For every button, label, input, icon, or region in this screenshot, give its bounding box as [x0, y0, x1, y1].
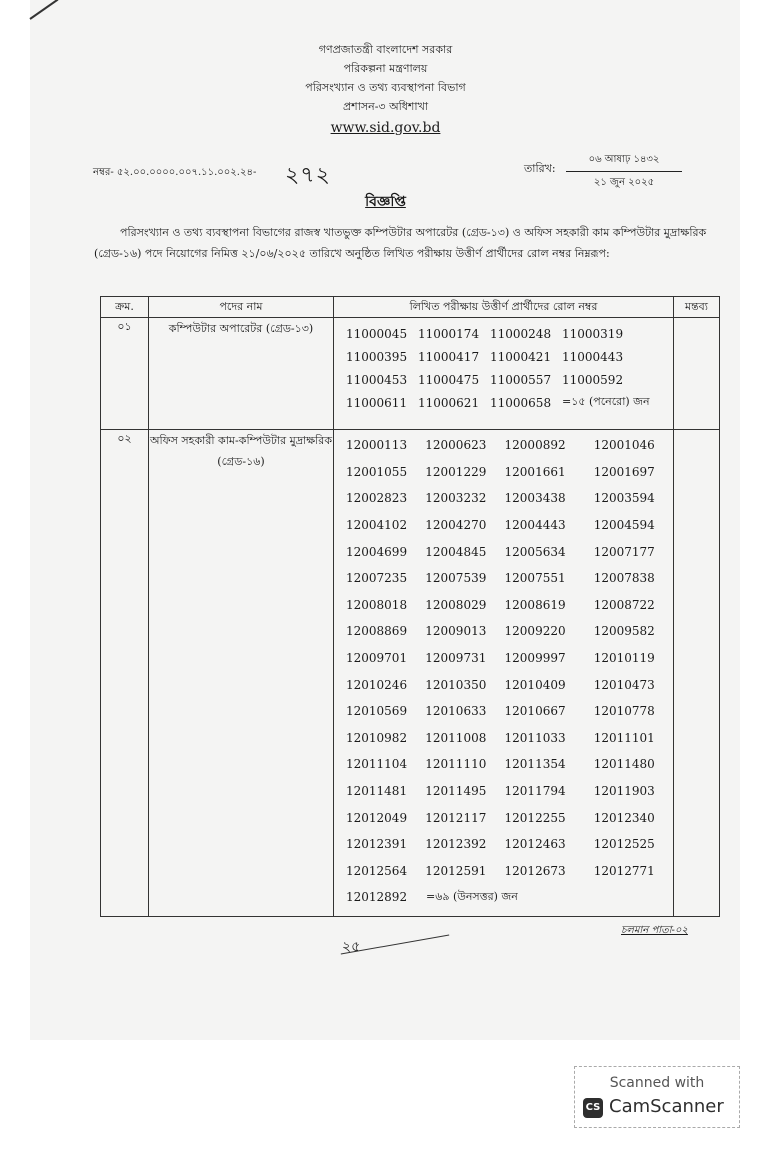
- roll-number: 12003438: [504, 491, 566, 506]
- roll-number: 11000417: [418, 349, 480, 364]
- roll-line: [334, 725, 673, 752]
- table-row: [101, 318, 720, 430]
- roll-number: 12008869: [346, 624, 408, 639]
- table-row: [101, 430, 720, 917]
- memo-number: নম্বর- ৫২.০০.০০০০.০০৭.১১.০০২.২৪-: [93, 167, 257, 178]
- roll-number: 12003594: [593, 491, 655, 506]
- roll-number: 12012255: [504, 810, 566, 825]
- header-post: পদের নাম: [149, 297, 334, 318]
- roll-line: [334, 368, 673, 391]
- signature: ২৫: [342, 939, 361, 955]
- roll-number: 11000045: [346, 326, 408, 341]
- roll-line: [334, 671, 673, 698]
- roll-number: 12012463: [504, 837, 566, 852]
- scanned-with-label: Scanned with: [609, 1075, 705, 1091]
- roll-number: 11000453: [346, 372, 408, 387]
- camscanner-brand: CamScanner: [609, 1096, 724, 1117]
- roll-number: 12009701: [346, 651, 408, 666]
- roll-number: 12004699: [346, 544, 408, 559]
- roll-number: 11000319: [562, 326, 624, 341]
- roll-number: 12011110: [425, 757, 487, 772]
- continued-page-note: চলমান পাতা-০২: [621, 925, 688, 936]
- camscanner-logo-icon: CS: [583, 1098, 603, 1118]
- roll-line: [334, 538, 673, 565]
- roll-number: 12012564: [346, 863, 408, 878]
- roll-number: 12010667: [504, 704, 566, 719]
- date-bangla: ০৬ আষাঢ় ১৪৩২: [566, 152, 682, 172]
- letterhead: [0, 40, 771, 138]
- branch-name: প্রশাসন-৩ অধিশাখা: [342, 100, 429, 113]
- roll-number: 12000623: [425, 438, 487, 453]
- roll-number: 12002823: [346, 491, 408, 506]
- roll-number: 12010473: [593, 677, 655, 692]
- roll-number: 12009013: [425, 624, 487, 639]
- table-header-row: [101, 297, 720, 318]
- roll-number: 12010982: [346, 730, 408, 745]
- roll-number: 11000658: [490, 395, 552, 410]
- roll-line: [334, 884, 673, 911]
- post-cell: কম্পিউটার অপারেটর (গ্রেড-১৩): [149, 318, 334, 430]
- notice-body: পরিসংখ্যান ও তথ্য ব্যবস্থাপনা বিভাগের রাজস্ব খাতভুক্ত কম্পিউটার অপারেটর (গ্রেড-১৩) ও অফিস সহকারী কাম কম্পিউটার মুদ্রাক্ষরিক (গ্রেড-১৬) পদে নিয়োগের নিমিত্ত ২১/০৬/২০২৫ তারিখে অনুষ্ঠিত লিখিত পরীক্ষায় উত্তীর্ণ প্রার্থীদের রোল নম্বর নিম্নরূপ:: [94, 226, 707, 260]
- roll-number: 12000892: [504, 438, 566, 453]
- serial-cell: ০২: [101, 430, 149, 917]
- results-table: [100, 296, 720, 917]
- roll-number: 12010350: [425, 677, 487, 692]
- roll-line: [334, 485, 673, 512]
- roll-number: 11000443: [562, 349, 624, 364]
- date-english: ২১ জুন ২০২৫: [593, 177, 655, 188]
- roll-number: 12011033: [504, 730, 566, 745]
- roll-line: [334, 512, 673, 539]
- roll-line: [334, 592, 673, 619]
- roll-number: 11000475: [418, 372, 480, 387]
- header-remarks: মন্তব্য: [674, 297, 720, 318]
- roll-number: 12012673: [504, 863, 566, 878]
- roll-line: [334, 345, 673, 368]
- header-roll-numbers: লিখিত পরীক্ষায় উত্তীর্ণ প্রার্থীদের রোল নম্বর: [334, 297, 674, 318]
- roll-number: 11000557: [490, 372, 552, 387]
- roll-number: 12010119: [593, 651, 655, 666]
- roll-cell: [334, 430, 674, 917]
- roll-number: 12001697: [593, 464, 655, 479]
- roll-number: 12009582: [593, 624, 655, 639]
- roll-cell: [334, 318, 674, 430]
- website-link[interactable]: www.sid.gov.bd: [330, 120, 441, 136]
- roll-number: 12012771: [593, 863, 655, 878]
- roll-number: 12010246: [346, 677, 408, 692]
- roll-number: 12011101: [593, 730, 655, 745]
- roll-number: 12011903: [593, 784, 655, 799]
- roll-number: 12001661: [504, 464, 566, 479]
- govt-name: গণপ্রজাতন্ত্রী বাংলাদেশ সরকার: [318, 43, 453, 56]
- roll-number: 11000611: [346, 395, 408, 410]
- date-label: তারিখ:: [524, 162, 556, 175]
- roll-number: 12012391: [346, 837, 408, 852]
- roll-line: [334, 391, 673, 414]
- roll-number: 12008619: [504, 597, 566, 612]
- roll-number: 12011354: [504, 757, 566, 772]
- roll-line: [334, 459, 673, 486]
- roll-number: 12012049: [346, 810, 408, 825]
- roll-number: 12001055: [346, 464, 408, 479]
- post-cell: অফিস সহকারী কাম-কম্পিউটার মুদ্রাক্ষরিক (গ্রেড-১৬): [149, 430, 334, 917]
- date-block: [566, 152, 682, 192]
- roll-number: 12008018: [346, 597, 408, 612]
- roll-number: 12007177: [593, 544, 655, 559]
- roll-number: 12005634: [504, 544, 566, 559]
- roll-number: 12012892: [346, 890, 408, 905]
- roll-line: [334, 432, 673, 459]
- roll-number: 12011104: [346, 757, 408, 772]
- roll-number: 12011480: [593, 757, 655, 772]
- roll-line: [334, 858, 673, 885]
- roll-number: 12004102: [346, 518, 408, 533]
- roll-number: 12010409: [504, 677, 566, 692]
- roll-number: 12011794: [504, 784, 566, 799]
- roll-number: 12012591: [425, 863, 487, 878]
- roll-number: 12004270: [425, 518, 487, 533]
- notice-title-text: বিজ্ঞপ্তি: [365, 194, 406, 210]
- roll-number: 11000621: [418, 395, 480, 410]
- roll-number: 12000113: [346, 438, 408, 453]
- roll-line: [334, 804, 673, 831]
- header-serial: ক্রম.: [101, 297, 149, 318]
- roll-number: 12001229: [425, 464, 487, 479]
- roll-line: [334, 618, 673, 645]
- roll-line: [334, 565, 673, 592]
- total-count: =১৫ (পনেরো) জন: [562, 395, 650, 408]
- remark-cell: [674, 318, 720, 430]
- roll-number: 12010633: [425, 704, 487, 719]
- roll-number: 12011495: [425, 784, 487, 799]
- roll-number: 11000174: [418, 326, 480, 341]
- roll-line: [334, 322, 673, 345]
- roll-number: 12007235: [346, 571, 408, 586]
- roll-number: 12012525: [593, 837, 655, 852]
- roll-number: 11000592: [562, 372, 624, 387]
- roll-number: 12008722: [593, 597, 655, 612]
- roll-number: 12004443: [504, 518, 566, 533]
- roll-number: 12003232: [425, 491, 487, 506]
- total-count: =৬৯ (উনসত্তর) জন: [426, 889, 518, 903]
- roll-number: 12009731: [425, 651, 487, 666]
- ministry-name: পরিকল্পনা মন্ত্রণালয়: [343, 62, 428, 75]
- roll-number: 12007551: [504, 571, 566, 586]
- roll-line: [334, 645, 673, 672]
- roll-number: 12004845: [425, 544, 487, 559]
- roll-number: 12011008: [425, 730, 487, 745]
- roll-number: 12010569: [346, 704, 408, 719]
- roll-number: 12007539: [425, 571, 487, 586]
- roll-number: 11000421: [490, 349, 552, 364]
- camscanner-watermark: [574, 1066, 740, 1128]
- serial-cell: ০১: [101, 318, 149, 430]
- roll-number: 12012340: [593, 810, 655, 825]
- roll-number: 12012117: [425, 810, 487, 825]
- roll-line: [334, 778, 673, 805]
- notice-title: [0, 190, 771, 214]
- division-name: পরিসংখ্যান ও তথ্য ব্যবস্থাপনা বিভাগ: [305, 81, 466, 94]
- roll-number: 12012392: [425, 837, 487, 852]
- roll-number: 12001046: [593, 438, 655, 453]
- roll-number: 12007838: [593, 571, 655, 586]
- roll-line: [334, 751, 673, 778]
- roll-number: 11000248: [490, 326, 552, 341]
- roll-line: [334, 698, 673, 725]
- memo-handwritten-number: ২৭২: [285, 163, 331, 188]
- roll-number: 12011481: [346, 784, 408, 799]
- roll-number: 12008029: [425, 597, 487, 612]
- roll-line: [334, 831, 673, 858]
- roll-number: 11000395: [346, 349, 408, 364]
- roll-number: 12004594: [593, 518, 655, 533]
- remark-cell: [674, 430, 720, 917]
- roll-number: 12009997: [504, 651, 566, 666]
- roll-number: 12010778: [593, 704, 655, 719]
- roll-number: 12009220: [504, 624, 566, 639]
